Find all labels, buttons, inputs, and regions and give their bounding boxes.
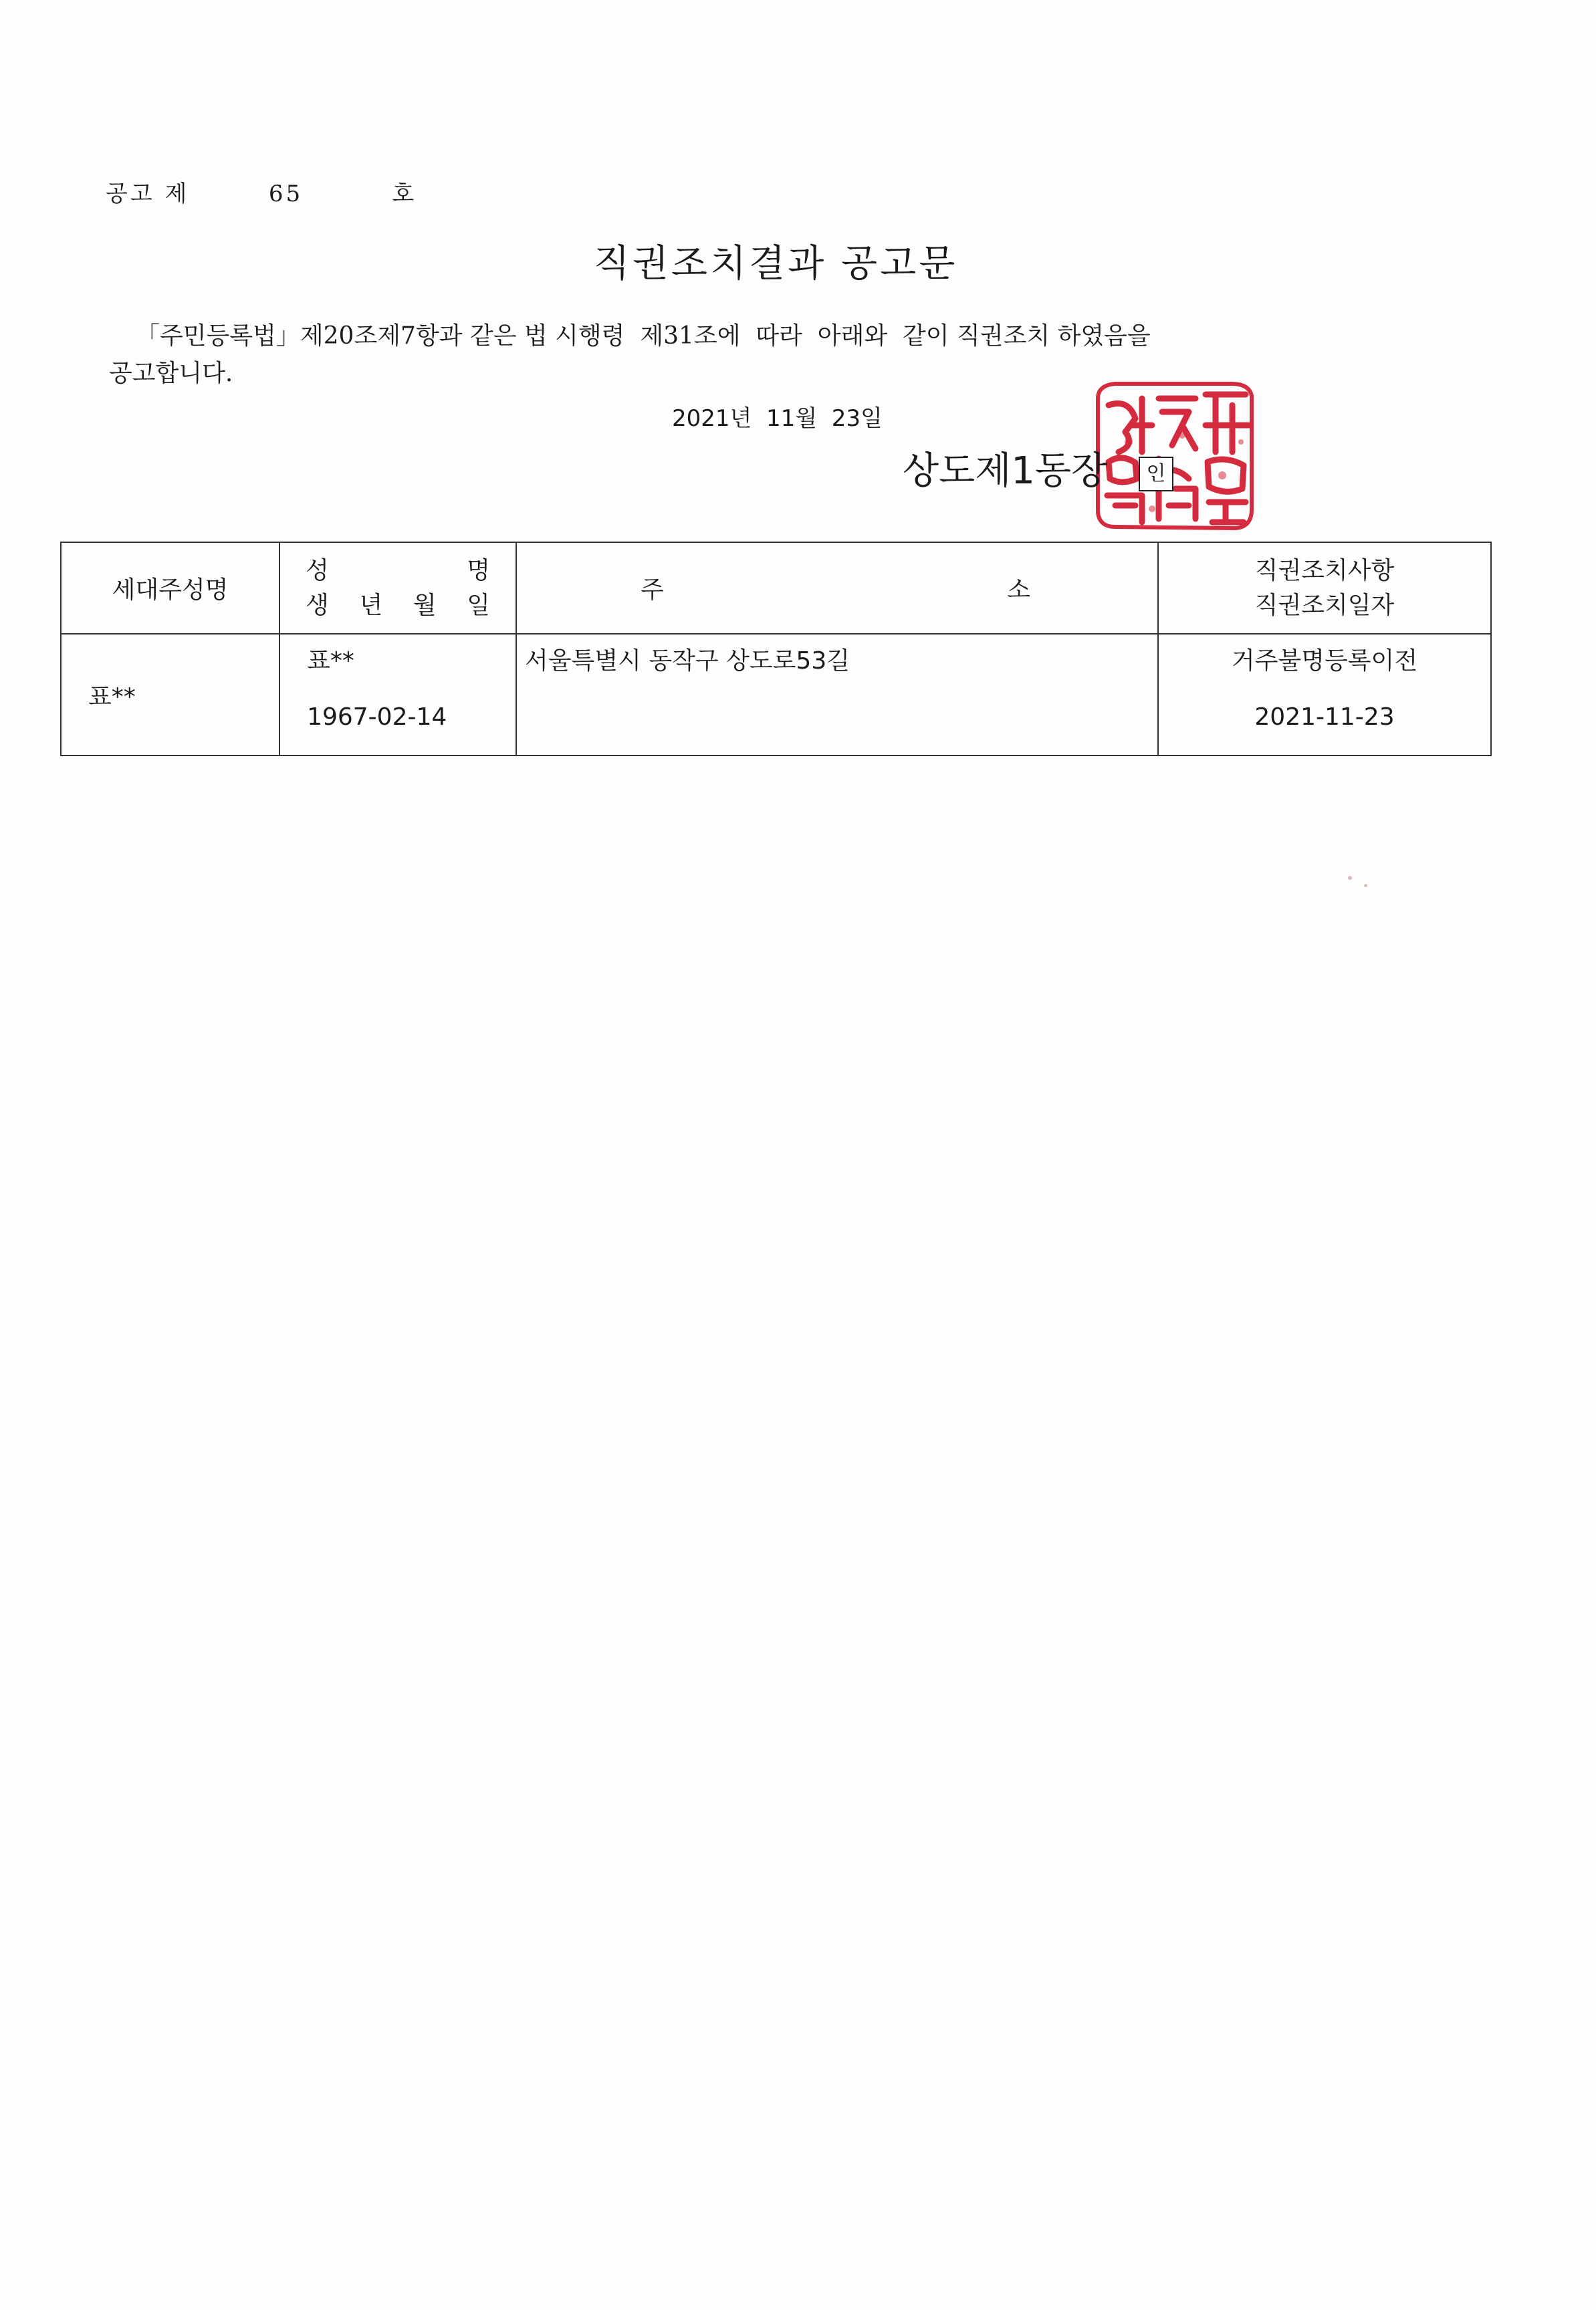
cell-action-type: 거주불명등록이전 (1231, 647, 1418, 675)
header-address: 주 소 (516, 542, 1158, 634)
notice-body-line-1: 「주민등록법」제20조제7항과 같은 법 시행령 제31조에 따라 아래와 같이 직권조치 하였음을 (136, 322, 1151, 350)
seal-mark: 인 (1139, 457, 1173, 491)
header-household-head: 세대주성명 (61, 542, 279, 634)
cell-action-date: 2021-11-23 (1254, 703, 1395, 731)
header-name: 성 명 (306, 556, 490, 584)
scan-speck (1364, 884, 1367, 887)
notice-body-line-2: 공고합니다. (109, 360, 233, 387)
header-name-dob (279, 542, 516, 634)
notice-number-suffix: 호 (392, 181, 417, 207)
table-row (61, 634, 1491, 756)
header-action-date: 직권조치일자 (1254, 591, 1395, 619)
cell-address: 서울특별시 동작구 상도로53길 (516, 634, 1158, 756)
records-table (60, 542, 1492, 756)
notice-number (106, 175, 417, 208)
notice-number-value: 65 (268, 181, 304, 207)
official-seal-stamp (1089, 378, 1259, 536)
header-action-type: 직권조치사항 (1254, 556, 1395, 584)
header-dob: 생 년 월 일 (306, 591, 490, 619)
signer-title: 상도제1동장 (903, 449, 1108, 493)
cell-action (1158, 634, 1491, 756)
cell-name: 표** (307, 647, 354, 675)
notice-date: 2021년 11월 23일 (672, 405, 883, 432)
header-action (1158, 542, 1491, 634)
cell-person (279, 634, 516, 756)
cell-household-head: 표** (61, 634, 279, 756)
document-title: 직권조치결과 공고문 (593, 242, 958, 285)
table-header-row (61, 542, 1491, 634)
scan-speck (1348, 876, 1352, 880)
cell-dob: 1967-02-14 (307, 703, 447, 731)
notice-number-prefix: 공고 제 (106, 181, 190, 207)
